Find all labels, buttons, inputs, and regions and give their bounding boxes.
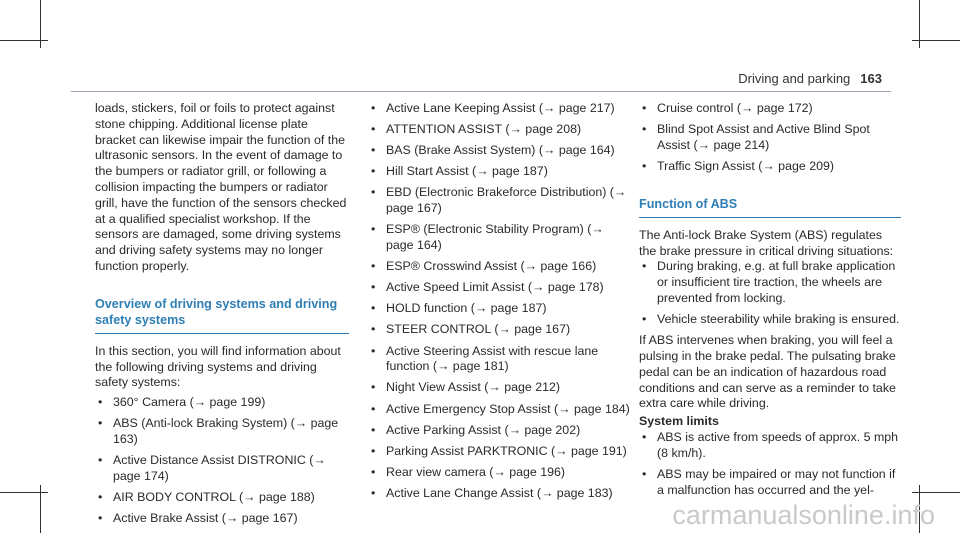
column-right <box>639 101 901 504</box>
list-item: • Active Brake Assist (→ page 167) <box>95 511 349 527</box>
list-item: • Traffic Sign Assist (→ page 209) <box>639 159 901 175</box>
section-rule <box>639 217 901 218</box>
list-item: • Active Parking Assist (→ page 202) <box>368 423 630 439</box>
page-number: 163 <box>860 71 882 86</box>
list-item: • BAS (Brake Assist System) (→ page 164) <box>368 143 630 159</box>
list-item: • Rear view camera (→ page 196) <box>368 465 630 481</box>
list-item: • AIR BODY CONTROL (→ page 188) <box>95 490 349 506</box>
list-item: • Cruise control (→ page 172) <box>639 101 901 117</box>
section-title-abs: Function of ABS <box>639 196 738 211</box>
section-title-overview: Overview of driving systems and driving safety systems <box>95 296 338 327</box>
crop-mark <box>912 40 960 41</box>
watermark: carmanualsonline.info <box>672 500 935 530</box>
list-item: • ESP® Crosswind Assist (→ page 166) <box>368 259 630 275</box>
systems-list <box>95 395 349 527</box>
header-title: Driving and parking <box>738 71 851 86</box>
list-item: • 360° Camera (→ page 199) <box>95 395 349 411</box>
list-item: • ESP® (Electronic Stability Program) (→ page 164) <box>368 222 630 254</box>
list-item: • Active Lane Change Assist (→ page 183) <box>368 486 630 502</box>
running-header <box>738 71 882 86</box>
list-item: • Active Distance Assist DISTRONIC (→ page 174) <box>95 453 349 485</box>
list-item: • EBD (Electronic Brakeforce Distribution) (→ page 167) <box>368 185 630 217</box>
abs-paragraph: If ABS intervenes when braking, you will feel a pulsing in the brake pedal. The pulsating brake pedal can be an indication of hazardous road conditions and can serve as a reminder to take extra care while driving. <box>639 333 896 411</box>
systems-list <box>368 101 630 502</box>
abs-intro: The Anti-lock Brake System (ABS) regulates the brake pressure in critical driving situations: <box>639 227 894 258</box>
intro-paragraph: loads, stickers, foil or foils to protect against stone chipping. Additional license plate bracket can likewise impair the function of the ultrasonic sensors. In the event of damage to the bumpers or radiator grill, or following a collision impacting the bumpers or radiator grill, have the function of the sensors checked at a qualified specialist workshop. If the sensors are damaged, some driving systems and driving safety systems may no longer function properly. <box>95 101 347 273</box>
list-item: • ABS may be impaired or may not function if a malfunction has occurred and the yel- <box>639 467 901 499</box>
list-item: • STEER CONTROL (→ page 167) <box>368 322 630 338</box>
list-item: • Hill Start Assist (→ page 187) <box>368 164 630 180</box>
list-item: • ABS (Anti-lock Braking System) (→ page 163) <box>95 416 349 448</box>
list-item: • During braking, e.g. at full brake application or insufficient tire traction, the wheels are prevented from locking. <box>639 259 901 306</box>
section-intro: In this section, you will find information about the following driving systems and driving safety systems: <box>95 343 341 390</box>
crop-mark <box>0 492 48 493</box>
section-rule <box>95 333 349 334</box>
list-item: • Night View Assist (→ page 212) <box>368 380 630 396</box>
list-item: • Blind Spot Assist and Active Blind Spot Assist (→ page 214) <box>639 122 901 154</box>
crop-mark <box>0 40 48 41</box>
list-item: • Active Speed Limit Assist (→ page 178) <box>368 280 630 296</box>
list-item: • ABS is active from speeds of approx. 5 mph (8 km/h). <box>639 430 901 462</box>
list-item: • Active Emergency Stop Assist (→ page 184) <box>368 402 630 418</box>
list-item: • ATTENTION ASSIST (→ page 208) <box>368 122 630 138</box>
column-left <box>95 101 349 532</box>
list-item: • Vehicle steerability while braking is ensured. <box>639 312 901 328</box>
crop-mark <box>912 492 960 493</box>
list-item: • Active Lane Keeping Assist (→ page 217) <box>368 101 630 117</box>
systems-list <box>639 101 901 175</box>
list-item: • Parking Assist PARKTRONIC (→ page 191) <box>368 444 630 460</box>
column-middle <box>368 101 630 507</box>
system-limits-title: System limits <box>639 414 719 429</box>
header-rule <box>71 91 891 92</box>
abs-list <box>639 259 901 327</box>
limits-list <box>639 430 901 498</box>
list-item: • HOLD function (→ page 187) <box>368 301 630 317</box>
list-item: • Active Steering Assist with rescue lane function (→ page 181) <box>368 344 630 376</box>
